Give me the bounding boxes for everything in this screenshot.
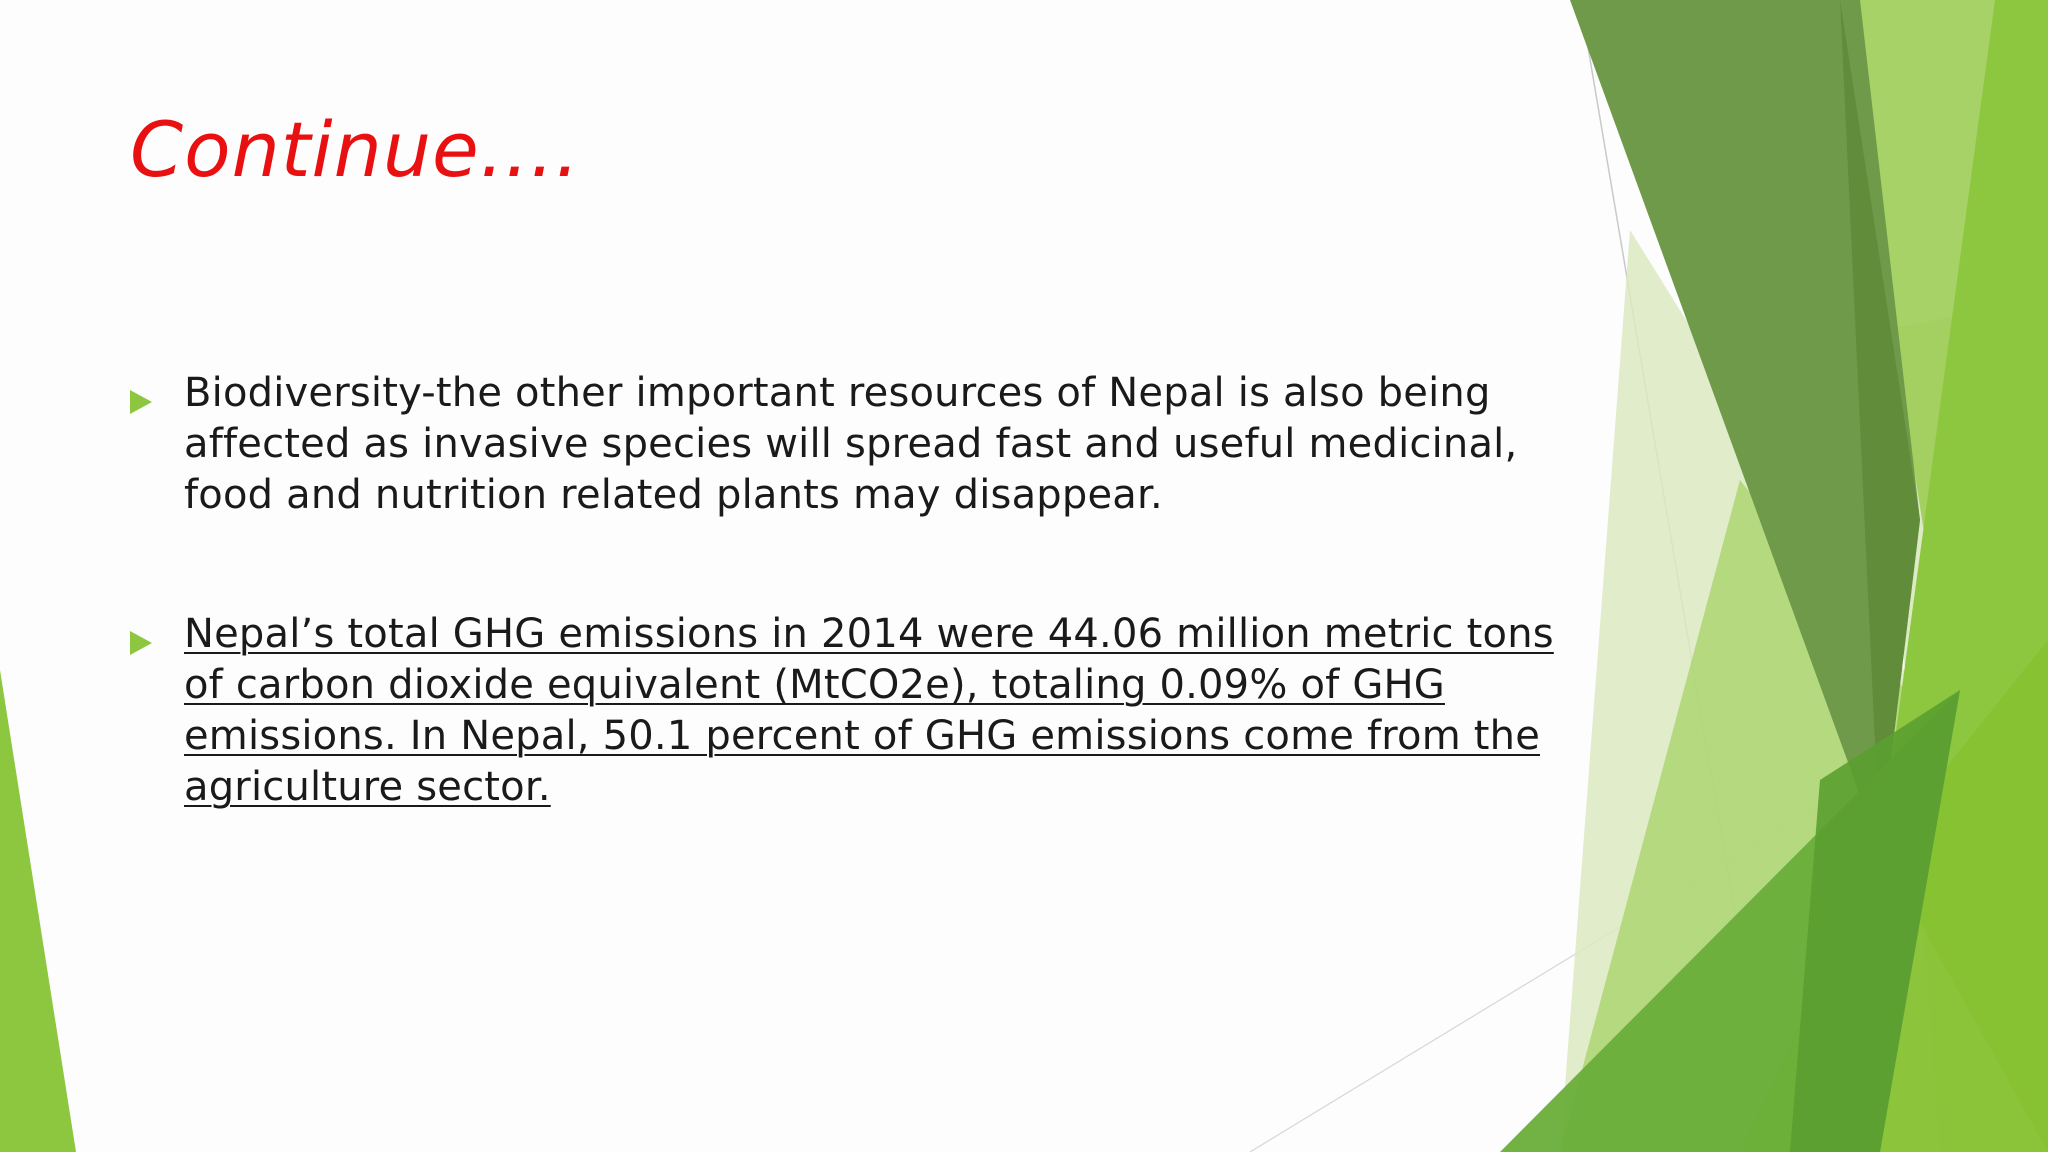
facet-left-edge: [0, 670, 76, 1152]
slide-title: Continue....: [130, 105, 581, 194]
bullet-item-biodiversity: [130, 368, 1570, 521]
bullet-text: Biodiversity-the other important resources of Nepal is also being affected as invasive species will spread fast and useful medicinal, food and nutrition related plants may disappear.: [184, 370, 1518, 518]
bullet-text-underlined: Nepal’s total GHG emissions in 2014 were 44.06 million metric tons of carbon dioxide equivalent (MtCO2e), totaling 0.09% of GHG emissions. In Nepal, 50.1 percent of GHG emissions come from the agriculture sector.: [184, 611, 1554, 810]
triangle-bullet-icon: [130, 631, 152, 655]
bullet-list: [130, 368, 1570, 901]
triangle-bullet-icon: [130, 390, 152, 414]
bullet-item-ghg-emissions: [130, 609, 1570, 813]
